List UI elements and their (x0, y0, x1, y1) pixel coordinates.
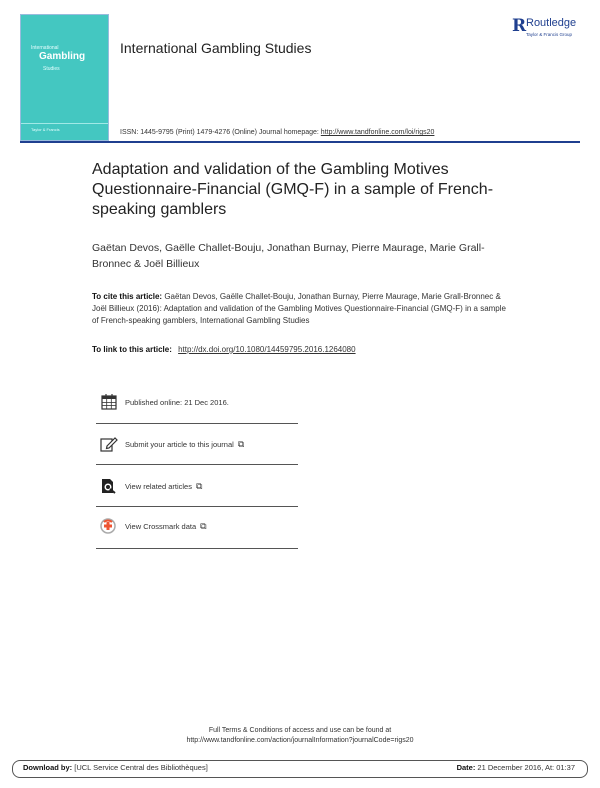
header-rule (20, 141, 580, 143)
date-label: Date: (456, 763, 476, 772)
doi-link[interactable]: http://dx.doi.org/10.1080/14459795.2016.1264080 (178, 345, 356, 354)
cite-label: To cite this article: (92, 292, 163, 301)
link-label: To link to this article: (92, 345, 172, 354)
cover-publisher-note: Taylor & Francis (31, 127, 60, 132)
downloaded-by (23, 763, 208, 772)
cite-text: Gaëtan Devos, Gaëlle Challet-Bouju, Jonathan Burnay, Pierre Maurage, Marie Grall-Bronnec & Joël Billieux (2016): Adaptation and validation of the Gambling Motives Questionnaire-Financial (GMQ-F) in a sample of French-speaking gamblers, International Gambling Studies (92, 292, 506, 325)
issn-line (120, 129, 434, 136)
divider (96, 423, 298, 424)
terms-footer (0, 726, 600, 746)
related-articles-icon (100, 478, 118, 494)
download-date (457, 763, 575, 772)
submit-article-link[interactable]: Submit your article to this journal (125, 439, 234, 449)
journal-homepage-link[interactable]: http://www.tandfonline.com/loi/rigs20 (320, 129, 435, 136)
crossmark-item[interactable] (100, 516, 207, 536)
divider (96, 464, 298, 465)
link-block (92, 345, 356, 354)
external-link-icon: ⧉ (195, 480, 203, 491)
published-text: Published online: 21 Dec 2016. (125, 397, 229, 407)
article-authors: Gaëtan Devos, Gaëlle Challet-Bouju, Jonathan Burnay, Pierre Maurage, Marie Grall-Bronnec & Joël Billieux (92, 242, 485, 270)
external-link-icon: ⧉ (237, 438, 245, 449)
downloaded-value: [UCL Service Central des Bibliothèques] (74, 763, 208, 772)
external-link-icon: ⧉ (200, 520, 207, 531)
crossmark-link[interactable]: View Crossmark data (125, 521, 197, 531)
download-info-bar (12, 760, 588, 778)
edit-icon (100, 436, 118, 452)
published-item (100, 392, 229, 412)
journal-title: International Gambling Studies (120, 40, 312, 56)
related-articles-link[interactable]: View related articles (125, 481, 192, 491)
routledge-r-icon: R (512, 16, 527, 36)
divider (96, 506, 298, 507)
cite-block (92, 291, 507, 327)
calendar-icon (100, 394, 118, 410)
publisher-tagline: Taylor & Francis Group (526, 32, 573, 37)
downloaded-label: Download by: (23, 763, 73, 772)
date-value: 21 December 2016, At: 01:37 (477, 763, 575, 772)
publisher-name: Routledge (526, 17, 577, 29)
terms-line1: Full Terms & Conditions of access and use can be found at (208, 727, 392, 734)
cover-line1: International (31, 45, 59, 51)
submit-article-item[interactable] (100, 434, 244, 454)
cover-line3: Studies (43, 66, 60, 72)
related-articles-item[interactable] (100, 476, 202, 496)
divider (96, 548, 298, 549)
cover-line2: Gambling (39, 51, 86, 62)
issn-text: ISSN: 1445-9795 (Print) 1479-4276 (Online) Journal homepage: (120, 129, 319, 136)
terms-link[interactable]: http://www.tandfonline.com/action/journalInformation?journalCode=rigs20 (186, 737, 414, 744)
cover-band (21, 123, 108, 124)
crossmark-icon (100, 518, 118, 534)
article-title: Adaptation and validation of the Gambling Motives Questionnaire-Financial (GMQ-F) in a sample of French-speaking gamblers (92, 161, 494, 218)
journal-cover (20, 14, 109, 141)
